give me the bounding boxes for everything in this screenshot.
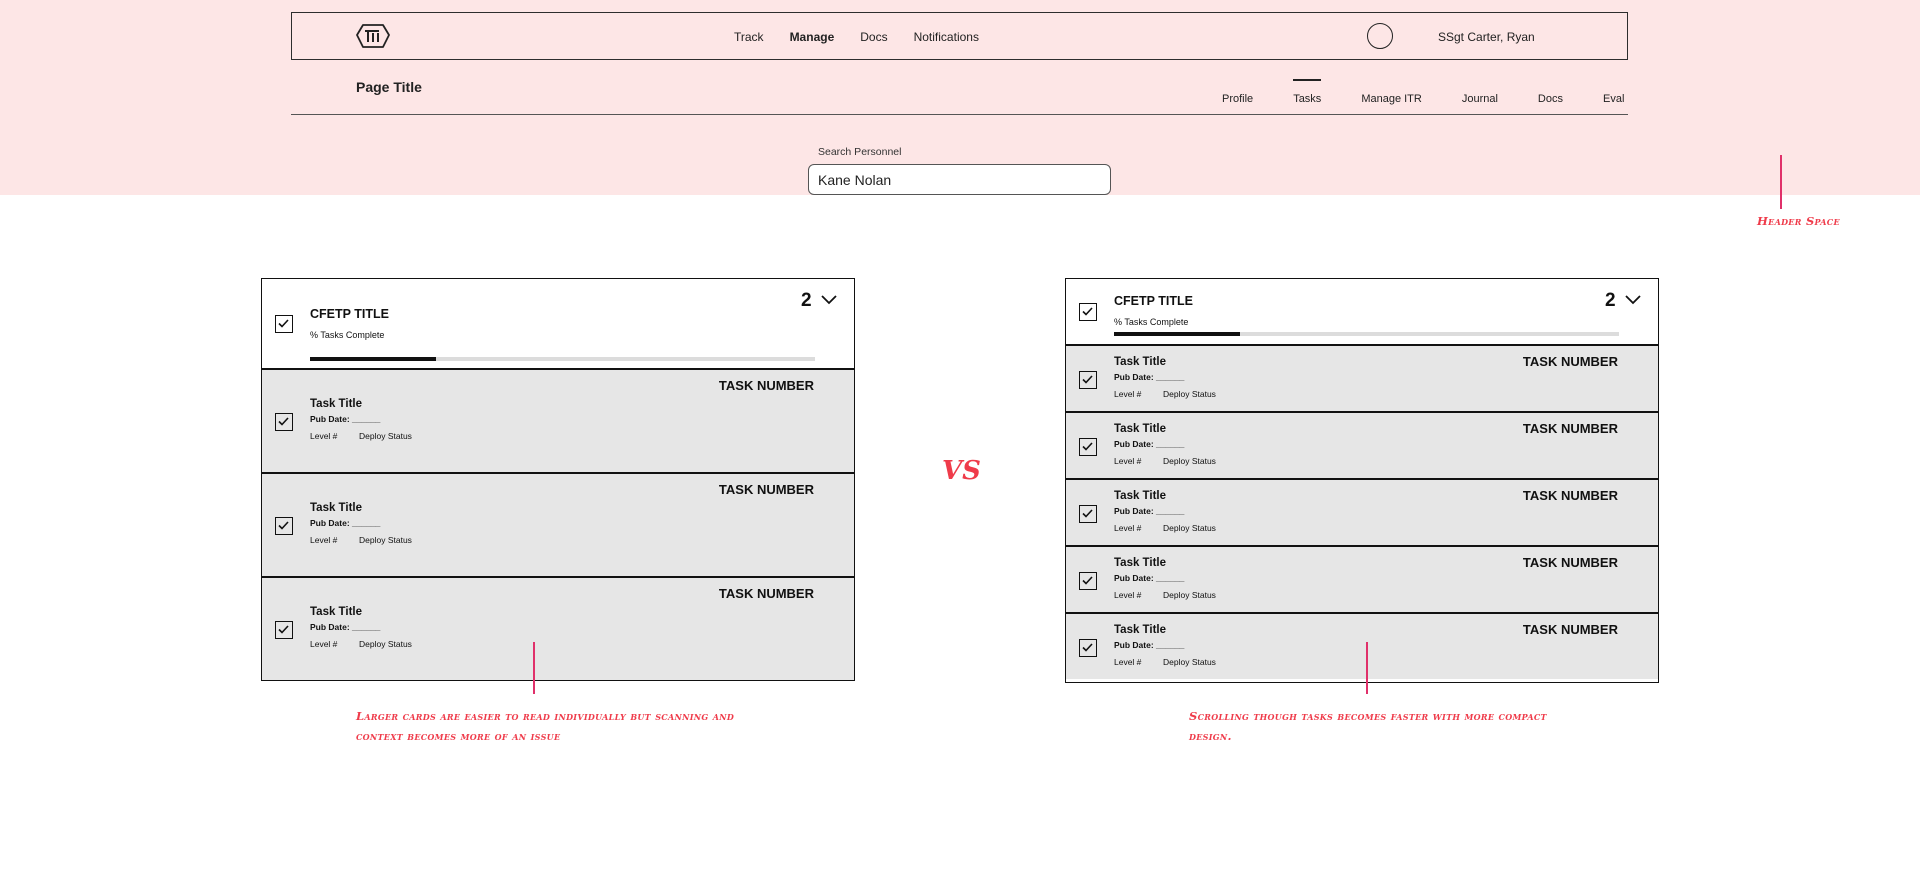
task-checkbox[interactable] — [275, 413, 293, 431]
task-level: Level # — [1114, 389, 1142, 399]
vs-label: VS — [942, 456, 981, 486]
task-deploy-status: Deploy Status — [1163, 389, 1216, 399]
category-checkbox[interactable] — [1079, 303, 1097, 321]
page-tabs — [1222, 79, 1664, 111]
checkbox-checked-icon — [1082, 307, 1093, 316]
checkbox-checked-icon — [278, 417, 289, 426]
checkbox-checked-icon — [1082, 375, 1093, 384]
task-deploy-status: Deploy Status — [359, 535, 412, 545]
right-cfetp-card — [1065, 278, 1659, 683]
nav-link-notifications[interactable]: Notifications — [913, 30, 979, 44]
task-count: 2 — [1605, 290, 1616, 311]
progress-bar-fill — [310, 357, 436, 361]
right-annotation: Scrolling though tasks becomes faster with more compact design. — [1189, 709, 1547, 743]
nav-link-docs[interactable]: Docs — [860, 30, 888, 44]
checkbox-checked-icon — [278, 625, 289, 634]
nav-links — [734, 13, 1005, 61]
task-row[interactable] — [1066, 344, 1658, 411]
tabs-divider — [291, 114, 1628, 115]
category-checkbox[interactable] — [275, 315, 293, 333]
checkbox-checked-icon — [278, 521, 289, 530]
task-deploy-status: Deploy Status — [1163, 523, 1216, 533]
task-number: TASK NUMBER — [718, 586, 814, 601]
task-checkbox[interactable] — [1079, 572, 1097, 590]
logo-icon[interactable] — [356, 24, 390, 48]
nav-link-track[interactable]: Track — [734, 30, 764, 44]
checkbox-checked-icon — [1082, 643, 1093, 652]
search-label: Search Personnel — [818, 146, 902, 158]
nav-link-manage[interactable]: Manage — [789, 30, 835, 44]
task-pub-date: Pub Date: ______ — [1114, 372, 1185, 382]
tab-tasks[interactable]: Tasks — [1293, 79, 1321, 111]
tab-journal[interactable]: Journal — [1461, 93, 1498, 105]
task-title: Task Title — [1114, 356, 1166, 368]
task-title: Task Title — [1114, 624, 1166, 636]
chevron-down-icon[interactable] — [1625, 295, 1641, 305]
task-deploy-status: Deploy Status — [1163, 590, 1216, 600]
task-deploy-status: Deploy Status — [359, 639, 412, 649]
task-level: Level # — [1114, 456, 1142, 466]
task-checkbox[interactable] — [1079, 371, 1097, 389]
task-level: Level # — [1114, 657, 1142, 667]
task-title: Task Title — [1114, 423, 1166, 435]
cfetp-title: CFETP TITLE — [310, 307, 389, 321]
task-level: Level # — [310, 639, 338, 649]
task-pub-date: Pub Date: ______ — [1114, 640, 1185, 650]
progress-bar — [1114, 332, 1619, 336]
task-title: Task Title — [310, 606, 362, 618]
task-row[interactable] — [1066, 478, 1658, 545]
task-checkbox[interactable] — [275, 621, 293, 639]
task-number: TASK NUMBER — [1522, 555, 1618, 570]
search-personnel-input[interactable] — [808, 164, 1111, 195]
cfetp-title: CFETP TITLE — [1114, 294, 1193, 308]
task-level: Level # — [1114, 590, 1142, 600]
task-level: Level # — [310, 535, 338, 545]
task-row[interactable] — [262, 368, 854, 472]
task-row[interactable] — [1066, 612, 1658, 679]
header-annotation-line — [1780, 155, 1782, 209]
tab-manage-itr[interactable]: Manage ITR — [1361, 93, 1422, 105]
task-row[interactable] — [1066, 411, 1658, 478]
task-number: TASK NUMBER — [1522, 421, 1618, 436]
task-pub-date: Pub Date: ______ — [310, 622, 381, 632]
task-title: Task Title — [310, 502, 362, 514]
task-row[interactable] — [1066, 545, 1658, 612]
checkbox-checked-icon — [1082, 442, 1093, 451]
chevron-down-icon[interactable] — [821, 295, 837, 305]
user-name[interactable]: SSgt Carter, Ryan — [1438, 30, 1535, 44]
left-cfetp-card — [261, 278, 855, 681]
checkbox-checked-icon — [1082, 509, 1093, 518]
task-deploy-status: Deploy Status — [1163, 456, 1216, 466]
page-title: Page Title — [356, 79, 422, 95]
tasks-complete-label: % Tasks Complete — [310, 330, 385, 340]
task-deploy-status: Deploy Status — [359, 431, 412, 441]
task-level: Level # — [1114, 523, 1142, 533]
left-annotation-line — [533, 642, 535, 694]
task-pub-date: Pub Date: ______ — [310, 414, 381, 424]
tab-eval[interactable]: Eval — [1602, 93, 1625, 105]
task-title: Task Title — [310, 398, 362, 410]
checkbox-checked-icon — [278, 319, 289, 328]
task-row[interactable] — [262, 472, 854, 576]
progress-bar — [310, 357, 815, 361]
task-pub-date: Pub Date: ______ — [1114, 573, 1185, 583]
left-annotation: Larger cards are easier to read individually but scanning and context becomes more of an issue — [356, 709, 735, 743]
task-number: TASK NUMBER — [1522, 354, 1618, 369]
avatar-icon[interactable] — [1367, 23, 1393, 49]
task-pub-date: Pub Date: ______ — [1114, 439, 1185, 449]
task-number: TASK NUMBER — [1522, 488, 1618, 503]
task-number: TASK NUMBER — [718, 378, 814, 393]
task-deploy-status: Deploy Status — [1163, 657, 1216, 667]
task-number: TASK NUMBER — [1522, 622, 1618, 637]
tab-profile[interactable]: Profile — [1222, 93, 1254, 105]
task-checkbox[interactable] — [1079, 505, 1097, 523]
task-number: TASK NUMBER — [718, 482, 814, 497]
checkbox-checked-icon — [1082, 576, 1093, 585]
task-title: Task Title — [1114, 490, 1166, 502]
task-count: 2 — [801, 290, 812, 311]
task-level: Level # — [310, 431, 338, 441]
task-checkbox[interactable] — [275, 517, 293, 535]
progress-bar-fill — [1114, 332, 1240, 336]
tasks-complete-label: % Tasks Complete — [1114, 317, 1189, 327]
tab-docs[interactable]: Docs — [1537, 93, 1563, 105]
task-checkbox[interactable] — [1079, 639, 1097, 657]
task-row[interactable] — [262, 576, 854, 680]
task-pub-date: Pub Date: ______ — [1114, 506, 1185, 516]
right-annotation-line — [1366, 642, 1368, 694]
task-pub-date: Pub Date: ______ — [310, 518, 381, 528]
task-checkbox[interactable] — [1079, 438, 1097, 456]
header-space-annotation: Header Space — [1757, 214, 1840, 228]
top-navigation-bar — [291, 12, 1628, 60]
task-title: Task Title — [1114, 557, 1166, 569]
